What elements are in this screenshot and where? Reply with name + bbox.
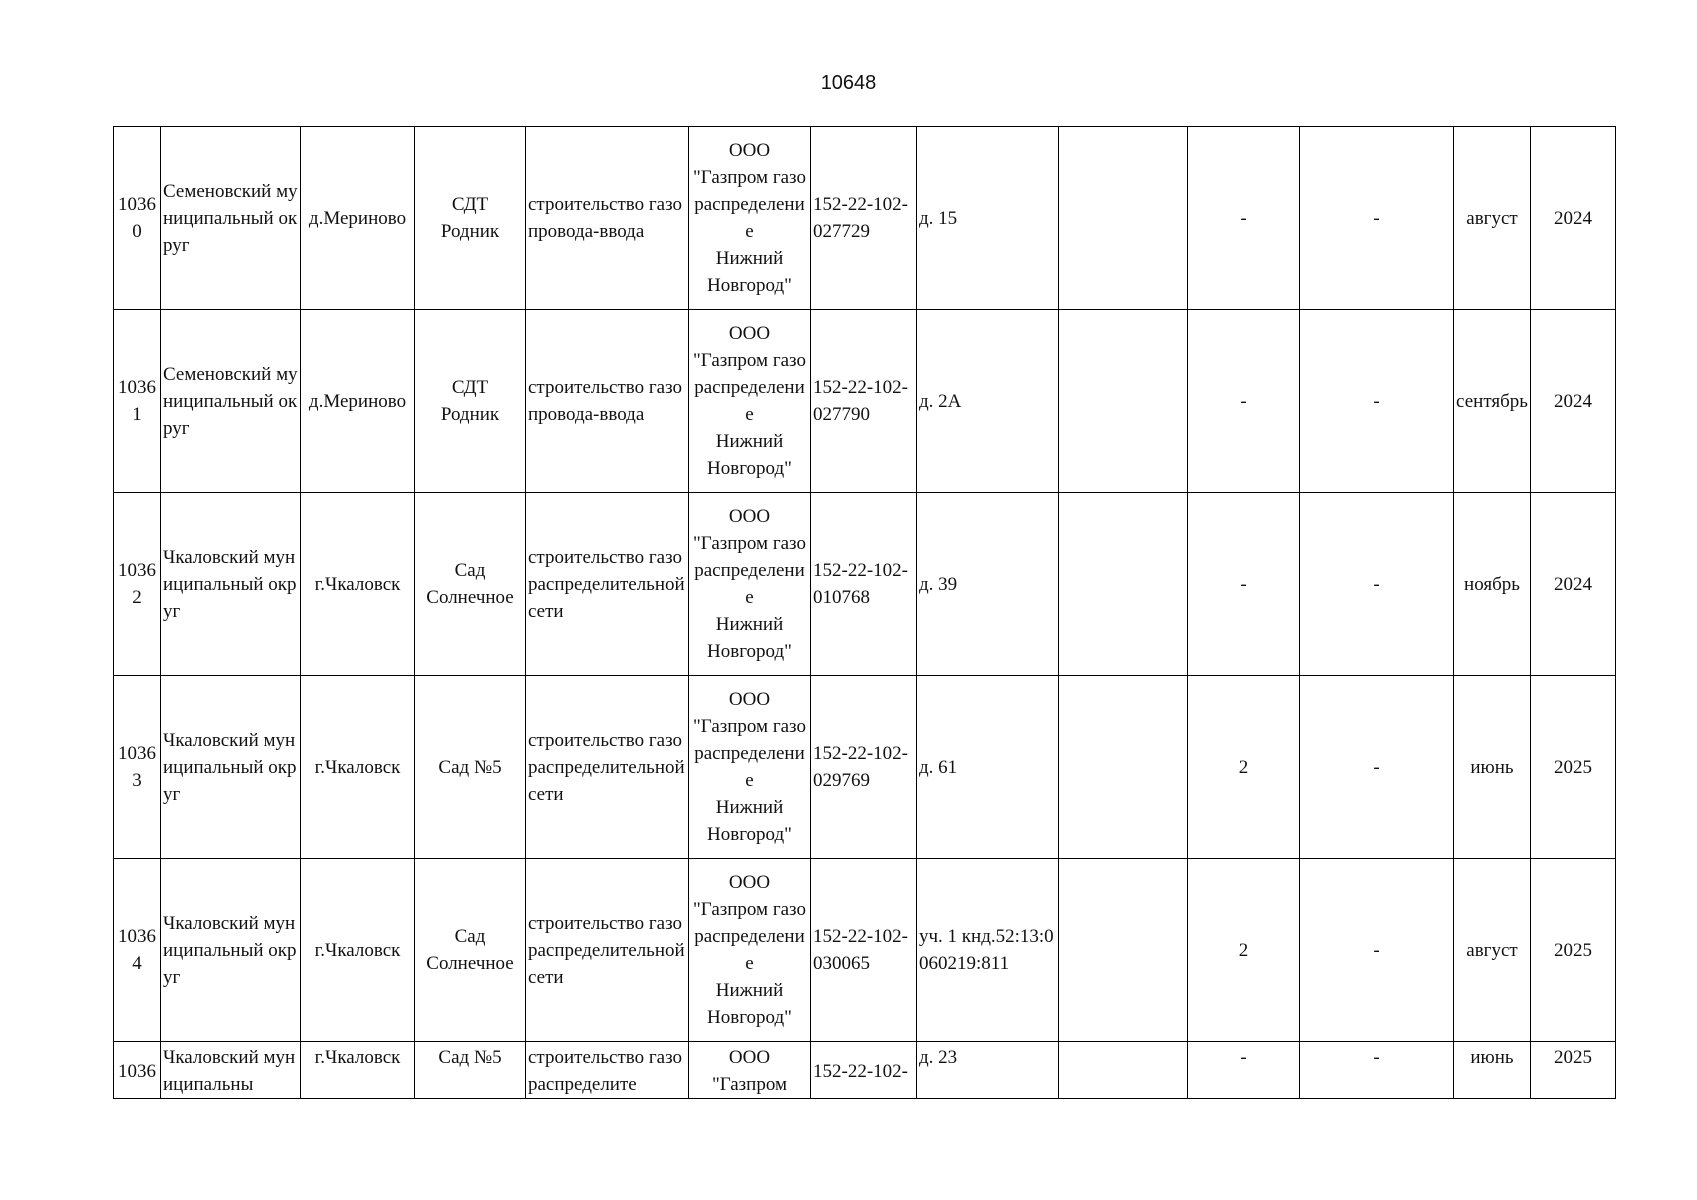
dash-cell: - [1300, 859, 1454, 1042]
year-cell: 2024 [1531, 127, 1616, 310]
row-number-cell: 10364 [114, 859, 161, 1042]
application-id-cell: 152-22-102-029769 [811, 676, 917, 859]
settlement-cell: Сад Солнечное [415, 859, 526, 1042]
district-cell: Чкаловский муниципальный округ [161, 676, 301, 859]
locality-cell: д.Мериново [301, 310, 415, 493]
dash-cell: - [1300, 676, 1454, 859]
work-type-cell: строительство газораспределительной сети [526, 676, 689, 859]
organization-cell: ООО "Газпром газораспределение Нижний Новгород" [689, 310, 811, 493]
work-type-cell: строительство газопровода-ввода [526, 310, 689, 493]
application-id-cell: 152-22-102-027790 [811, 310, 917, 493]
empty-cell [1059, 310, 1188, 493]
row-number-cell: 10361 [114, 310, 161, 493]
dash-cell: - [1300, 310, 1454, 493]
row-number-cell: 10363 [114, 676, 161, 859]
address-cell: уч. 1 кнд.52:13:0060219:811 [917, 859, 1059, 1042]
organization-cell: ООО "Газпром газораспределение Нижний Новгород" [689, 493, 811, 676]
district-cell: Семеновский муниципальный округ [161, 310, 301, 493]
organization-cell: ООО "Газпром [689, 1042, 811, 1099]
table-row [114, 127, 1616, 310]
locality-cell: г.Чкаловск [301, 1042, 415, 1099]
year-cell: 2024 [1531, 310, 1616, 493]
month-cell: июнь [1454, 1042, 1531, 1099]
settlement-cell: СДТ Родник [415, 127, 526, 310]
quantity-cell: - [1188, 493, 1300, 676]
organization-cell: ООО "Газпром газораспределение Нижний Новгород" [689, 676, 811, 859]
quantity-cell: - [1188, 1042, 1300, 1099]
locality-cell: г.Чкаловск [301, 676, 415, 859]
table-row [114, 310, 1616, 493]
year-cell: 2025 [1531, 1042, 1616, 1099]
table-row [114, 859, 1616, 1042]
month-cell: июнь [1454, 676, 1531, 859]
row-number-cell: 10362 [114, 493, 161, 676]
district-cell: Чкаловский муниципальный округ [161, 859, 301, 1042]
application-id-cell: 152-22-102-027729 [811, 127, 917, 310]
year-cell: 2025 [1531, 676, 1616, 859]
quantity-cell: 2 [1188, 859, 1300, 1042]
year-cell: 2025 [1531, 859, 1616, 1042]
settlement-cell: Сад №5 [415, 1042, 526, 1099]
empty-cell [1059, 1042, 1188, 1099]
dash-cell: - [1300, 1042, 1454, 1099]
quantity-cell: 2 [1188, 676, 1300, 859]
organization-cell: ООО "Газпром газораспределение Нижний Новгород" [689, 127, 811, 310]
application-id-cell: 152-22-102-030065 [811, 859, 917, 1042]
dash-cell: - [1300, 493, 1454, 676]
table-row [114, 493, 1616, 676]
work-type-cell: строительство газораспределительной сети [526, 493, 689, 676]
work-type-cell: строительство газопровода-ввода [526, 127, 689, 310]
table-row [114, 1042, 1616, 1099]
dash-cell: - [1300, 127, 1454, 310]
quantity-cell: - [1188, 310, 1300, 493]
settlement-cell: Сад Солнечное [415, 493, 526, 676]
district-cell: Чкаловский муниципальны [161, 1042, 301, 1099]
settlement-cell: Сад №5 [415, 676, 526, 859]
month-cell: ноябрь [1454, 493, 1531, 676]
address-cell: д. 39 [917, 493, 1059, 676]
organization-cell: ООО "Газпром газораспределение Нижний Новгород" [689, 859, 811, 1042]
district-cell: Семеновский муниципальный округ [161, 127, 301, 310]
table-row [114, 676, 1616, 859]
address-cell: д. 61 [917, 676, 1059, 859]
month-cell: август [1454, 859, 1531, 1042]
empty-cell [1059, 127, 1188, 310]
address-cell: д. 15 [917, 127, 1059, 310]
address-cell: д. 2А [917, 310, 1059, 493]
work-type-cell: строительство газораспределительной сети [526, 859, 689, 1042]
district-cell: Чкаловский муниципальный округ [161, 493, 301, 676]
application-id-cell: 152-22-102- [811, 1042, 917, 1099]
quantity-cell: - [1188, 127, 1300, 310]
empty-cell [1059, 493, 1188, 676]
application-id-cell: 152-22-102-010768 [811, 493, 917, 676]
year-cell: 2024 [1531, 493, 1616, 676]
row-number-cell: 1036 [114, 1042, 161, 1099]
empty-cell [1059, 859, 1188, 1042]
locality-cell: д.Мериново [301, 127, 415, 310]
empty-cell [1059, 676, 1188, 859]
address-cell: д. 23 [917, 1042, 1059, 1099]
locality-cell: г.Чкаловск [301, 493, 415, 676]
row-number-cell: 10360 [114, 127, 161, 310]
page-number: 10648 [820, 72, 877, 94]
work-type-cell: строительство газораспределите [526, 1042, 689, 1099]
settlement-cell: СДТ Родник [415, 310, 526, 493]
month-cell: сентябрь [1454, 310, 1531, 493]
month-cell: август [1454, 127, 1531, 310]
locality-cell: г.Чкаловск [301, 859, 415, 1042]
register-table [113, 126, 1616, 1099]
